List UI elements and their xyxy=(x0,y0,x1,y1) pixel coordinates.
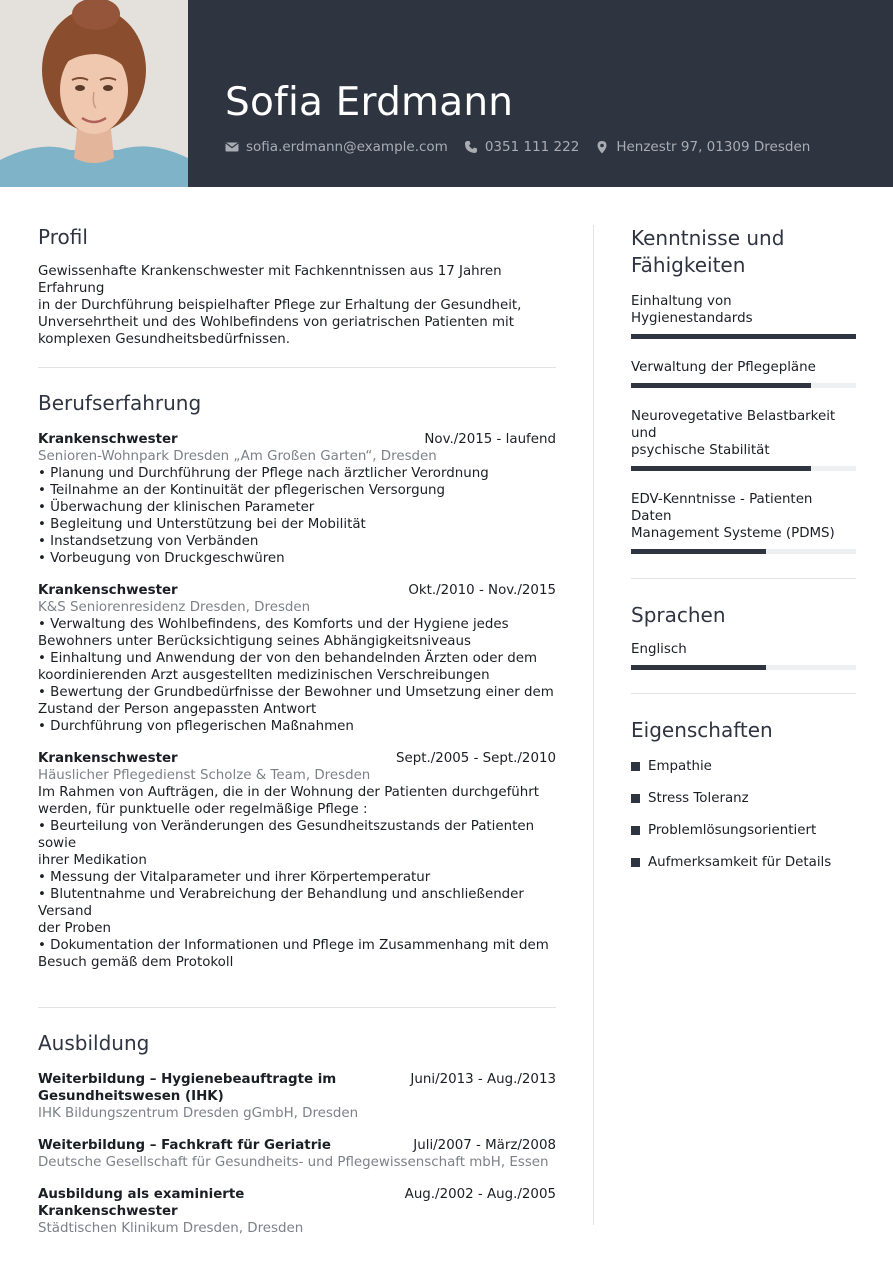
job-line: ihrer Medikation xyxy=(38,853,147,868)
person-name: Sofia Erdmann xyxy=(225,80,514,125)
job-date: Nov./2015 - laufend xyxy=(424,432,556,447)
job-title: Krankenschwester xyxy=(38,583,178,598)
header xyxy=(0,0,893,187)
section-title-profile: Profil xyxy=(38,225,88,249)
job-employer: K&S Seniorenresidenz Dresden, Dresden xyxy=(38,600,311,615)
job-line: • Teilnahme an der Kontinuität der pflegerischen Versorgung xyxy=(38,483,446,498)
skills-section xyxy=(631,225,856,554)
address-text: Henzestr 97, 01309 Dresden xyxy=(616,139,811,155)
skill-name: Einhaltung von Hygienestandards xyxy=(631,294,753,326)
skills-title-line: Kenntnisse und xyxy=(631,226,785,250)
profile-summary xyxy=(38,263,556,348)
job-line: • Dokumentation der Informationen und Pflege im Zusammenhang mit dem xyxy=(38,938,549,953)
square-bullet-icon xyxy=(631,794,640,803)
skill-bar xyxy=(631,383,856,388)
skill-bar-fill xyxy=(631,466,811,471)
contact-address xyxy=(595,139,810,155)
trait-item xyxy=(631,854,856,871)
trait-label: Empathie xyxy=(648,759,712,774)
job-line: der Proben xyxy=(38,921,111,936)
job-line: Im Rahmen von Aufträgen, die in der Wohnung der Patienten durchgeführt xyxy=(38,785,540,800)
job-line: • Begleitung und Unterstützung bei der Mobilität xyxy=(38,517,366,532)
section-divider xyxy=(38,1007,556,1008)
skill-name: Management Systeme (PDMS) xyxy=(631,526,835,541)
main-column xyxy=(38,225,556,1237)
job-line: • Verwaltung des Wohlbefindens, des Komforts und der Hygiene jedes xyxy=(38,617,509,632)
job-line: • Überwachung der klinischen Parameter xyxy=(38,500,315,515)
language-bar xyxy=(631,665,856,670)
square-bullet-icon xyxy=(631,858,640,867)
trait-item xyxy=(631,822,856,839)
section-divider xyxy=(38,367,556,368)
skill-name: EDV-Kenntnisse - Patienten Daten xyxy=(631,492,813,524)
skill-name: Verwaltung der Pflegepläne xyxy=(631,360,816,375)
trait-label: Aufmerksamkeit für Details xyxy=(648,855,832,870)
profile-photo xyxy=(0,0,188,187)
education-institution: Städtischen Klinikum Dresden, Dresden xyxy=(38,1221,304,1236)
skill-item xyxy=(631,293,856,339)
education-title-line: Ausbildung als examinierte xyxy=(38,1187,245,1202)
skill-name: psychische Stabilität xyxy=(631,443,770,458)
skill-bar xyxy=(631,549,856,554)
envelope-icon xyxy=(225,140,239,154)
section-title-traits: Eigenschaften xyxy=(631,718,773,742)
skill-name: Neurovegetative Belastbarkeit und xyxy=(631,409,836,441)
job-line: Bewohners unter Berücksichtigung seines Abhängigkeitsniveaus xyxy=(38,634,471,649)
section-title-education: Ausbildung xyxy=(38,1031,150,1055)
education-title-line: Weiterbildung – Fachkraft für Geriatrie xyxy=(38,1138,331,1153)
traits-section xyxy=(631,718,856,871)
job-line: • Planung und Durchführung der Pflege nach ärztlicher Verordnung xyxy=(38,466,489,481)
job-line: • Vorbeugung von Druckgeschwüren xyxy=(38,551,285,566)
skill-bar-fill xyxy=(631,549,766,554)
profile-line: Gewissenhafte Krankenschwester mit Fachkenntnissen aus 17 Jahren Erfahrung xyxy=(38,264,502,296)
job-date: Sept./2005 - Sept./2010 xyxy=(395,751,556,766)
job-line: • Bewertung der Grundbedürfnisse der Bewohner und Umsetzung einer dem xyxy=(38,685,554,700)
skill-item xyxy=(631,491,856,554)
section-divider xyxy=(631,578,856,579)
contact-bar xyxy=(225,139,826,155)
profile-line: komplexen Gesundheitsbedürfnissen. xyxy=(38,332,291,347)
job-line: werden, für punktuelle oder regelmäßige Pflege : xyxy=(38,802,368,817)
job-line: • Durchführung von pflegerischen Maßnahmen xyxy=(38,719,354,734)
sidebar xyxy=(631,225,856,871)
job-line: • Einhaltung und Anwendung der von den behandelnden Ärzten oder dem xyxy=(38,651,538,666)
job-title: Krankenschwester xyxy=(38,751,178,766)
job-line: • Blutentnahme und Verabreichung der Behandlung und anschließender Versand xyxy=(38,887,524,919)
job-entry xyxy=(38,431,556,567)
skill-item xyxy=(631,359,856,388)
skill-item xyxy=(631,408,856,471)
education-section xyxy=(38,1031,556,1237)
skill-bar xyxy=(631,334,856,339)
language-bar-fill xyxy=(631,665,766,670)
education-entry xyxy=(38,1071,556,1122)
job-line: • Messung der Vitalparameter und ihrer Körpertemperatur xyxy=(38,870,431,885)
education-title-line: Gesundheitswesen (IHK) xyxy=(38,1089,224,1104)
square-bullet-icon xyxy=(631,826,640,835)
column-divider xyxy=(593,225,594,1225)
job-entry xyxy=(38,582,556,735)
trait-item xyxy=(631,790,856,807)
job-employer: Senioren-Wohnpark Dresden „Am Großen Garten“, Dresden xyxy=(38,449,437,464)
square-bullet-icon xyxy=(631,762,640,771)
section-title-languages: Sprachen xyxy=(631,603,726,627)
job-line: • Instandsetzung von Verbänden xyxy=(38,534,259,549)
phone-text: 0351 111 222 xyxy=(484,139,580,155)
job-line: • Beurteilung von Veränderungen des Gesundheitszustands der Patienten sowie xyxy=(38,819,535,851)
experience-section xyxy=(38,391,556,971)
section-title-experience: Berufserfahrung xyxy=(38,391,202,415)
education-title-line: Weiterbildung – Hygienebeauftragte im xyxy=(38,1072,337,1087)
map-pin-icon xyxy=(595,140,609,154)
skill-bar-fill xyxy=(631,334,856,339)
skills-title-line: Fähigkeiten xyxy=(631,253,746,277)
education-title-line: Krankenschwester xyxy=(38,1204,178,1219)
language-name: Englisch xyxy=(631,642,687,657)
contact-email[interactable] xyxy=(225,139,448,155)
skill-bar-fill xyxy=(631,383,811,388)
job-entry xyxy=(38,750,556,971)
education-date: Juli/2007 - März/2008 xyxy=(413,1138,556,1153)
education-entry xyxy=(38,1137,556,1171)
education-entry xyxy=(38,1186,556,1237)
job-employer: Häuslicher Pflegedienst Scholze & Team, Dresden xyxy=(38,768,371,783)
education-institution: IHK Bildungszentrum Dresden gGmbH, Dresden xyxy=(38,1106,359,1121)
skill-bar xyxy=(631,466,856,471)
language-item xyxy=(631,641,856,670)
email-text: sofia.erdmann@example.com xyxy=(246,139,448,155)
languages-section xyxy=(631,603,856,670)
profile-line: Unversehrtheit und des Wohlbefindens von geriatrischen Patienten mit xyxy=(38,315,514,330)
section-title-skills xyxy=(631,225,856,279)
job-title: Krankenschwester xyxy=(38,432,178,447)
education-institution: Deutsche Gesellschaft für Gesundheits- und Pflegewissenschaft mbH, Essen xyxy=(38,1155,549,1170)
contact-phone[interactable] xyxy=(464,139,579,155)
education-date: Juni/2013 - Aug./2013 xyxy=(410,1072,556,1087)
phone-icon xyxy=(464,140,478,154)
trait-label: Problemlösungsorientiert xyxy=(648,823,817,838)
trait-item xyxy=(631,758,856,775)
trait-label: Stress Toleranz xyxy=(648,791,749,806)
education-date: Aug./2002 - Aug./2005 xyxy=(404,1187,556,1202)
job-line: Besuch gemäß dem Protokoll xyxy=(38,955,234,970)
job-line: koordinierenden Arzt ausgestellten medizinischen Verschreibungen xyxy=(38,668,490,683)
profile-line: in der Durchführung beispielhafter Pflege zur Erhaltung der Gesundheit, xyxy=(38,298,522,313)
job-line: Zustand der Person angepassten Antwort xyxy=(38,702,317,717)
job-date: Okt./2010 - Nov./2015 xyxy=(408,583,556,598)
section-divider xyxy=(631,693,856,694)
profile-section xyxy=(38,225,556,348)
